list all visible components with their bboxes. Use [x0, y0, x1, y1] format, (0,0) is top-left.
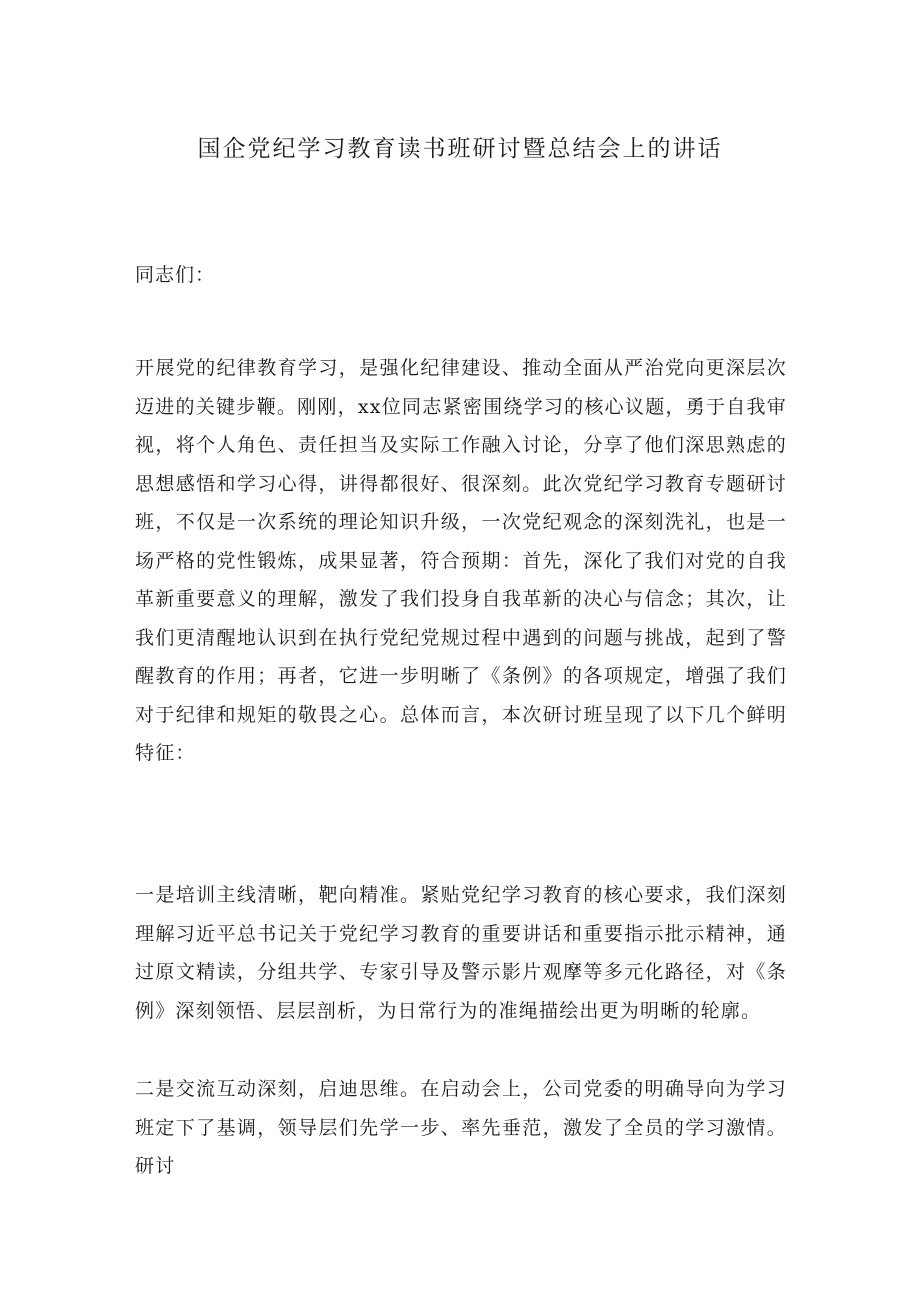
- document-title: 国企党纪学习教育读书班研讨暨总结会上的讲话: [197, 136, 723, 162]
- paragraph: 开展党的纪律教育学习，是强化纪律建设、推动全面从严治党向更深层次迈进的关键步鞭。刚刚，xx位同志紧密围绕学习的核心议题，勇于自我审视，将个人角色、责任担当及实际工作融入讨论，分享了他们深思熟虑的思想感悟和学习心得，讲得都很好、很深刻。此次党纪学习教育专题研讨班，不仅是一次系统的理论知识升级，一次党纪观念的深刻洗礼，也是一场严格的党性锻炼，成果显著，符合预期：首先，深化了我们对党的自我革新重要意义的理解，激发了我们投身自我革新的决心与信念；其次，让我们更清醒地认识到在执行党纪党规过程中遇到的问题与挑战，起到了警醒教育的作用；再者，它进一步明晰了《条例》的各项规定，增强了我们对于纪律和规矩的敬畏之心。总体而言，本次研讨班呈现了以下几个鲜明特征：: [135, 357, 787, 764]
- paragraph: 二是交流互动深刻，启迪思维。在启动会上，公司党委的明确导向为学习班定下了基调，领导层们先学一步、率先垂范，激发了全员的学习激情。研讨: [135, 1078, 787, 1177]
- salutation: 同志们：: [135, 264, 216, 286]
- paragraph: 一是培训主线清晰，靶向精准。紧贴党纪学习教育的核心要求，我们深刻理解习近平总书记关于党纪学习教育的重要讲话和重要指示批示精神，通过原文精读，分组共学、专家引导及警示影片观摩等多元化路径，对《条例》深刻领悟、层层剖析，为日常行为的准绳描绘出更为明晰的轮廓。: [135, 884, 787, 1022]
